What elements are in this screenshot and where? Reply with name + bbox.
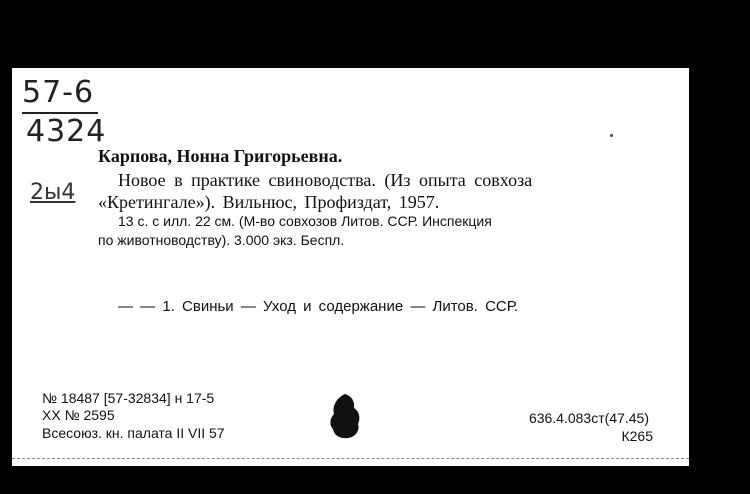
- bottom-rule: [12, 458, 689, 460]
- classification-line1: 636.4.083ст(47.45): [528, 410, 649, 426]
- classification-line2: К265: [621, 428, 653, 444]
- ink-speck: [610, 134, 613, 137]
- catalog-card: [12, 68, 689, 466]
- accession-line3: Всесоюз. кн. палата II VII 57: [42, 425, 225, 441]
- author-heading: Карпова, Нонна Григорьевна.: [98, 146, 343, 166]
- subject-heading: — — 1. Свиньи — Уход и содержание — Литов. ССР.: [118, 298, 519, 315]
- accession-line1: № 18487 [57-32834] н 17-5: [42, 390, 215, 406]
- accession-line2: XX № 2595: [42, 407, 115, 423]
- title-line1: Новое в практике свиноводства. (Из опыта совхоза: [118, 170, 533, 190]
- collation-line1: 13 с. с илл. 22 см. (М-во совхозов Литов. ССР. Инспекция: [118, 213, 492, 229]
- margin-note: 2ы4: [30, 180, 76, 205]
- title-line2: «Кретингале»). Вильнюс, Профиздат, 1957.: [98, 192, 440, 212]
- collation-line2: по животноводству). 3.000 экз. Беспл.: [98, 232, 345, 248]
- call-number-line2: 4324: [26, 114, 107, 149]
- ink-stamp-blot: [328, 392, 362, 440]
- call-number-line1: 57-6: [22, 75, 95, 110]
